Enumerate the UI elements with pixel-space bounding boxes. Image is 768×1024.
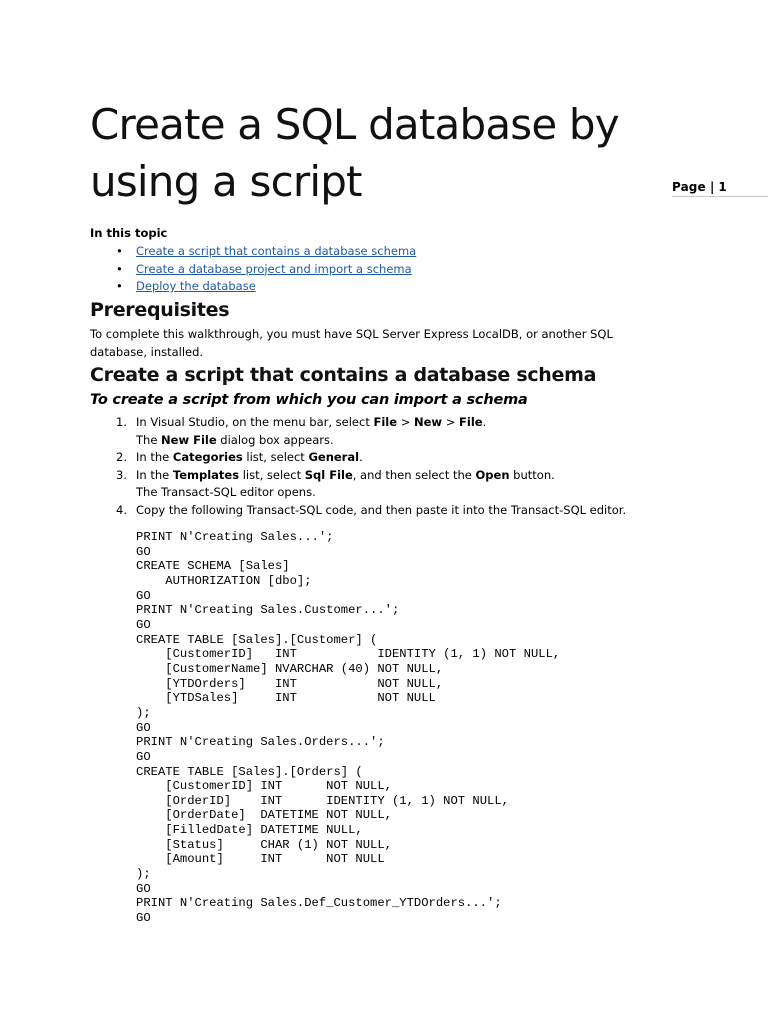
steps-list <box>90 414 690 519</box>
step-text: > <box>442 415 460 429</box>
bold-term: New File <box>161 432 217 447</box>
bullet-icon: • <box>116 261 123 276</box>
step-text: . <box>482 415 487 429</box>
list-item <box>90 243 416 261</box>
bold-term: Templates <box>172 467 240 482</box>
step-item <box>90 467 690 502</box>
list-item <box>90 278 416 296</box>
step-line <box>136 502 690 520</box>
bullet-icon: • <box>116 244 123 258</box>
bold-term: Categories <box>172 450 243 464</box>
page-number-value: 1 <box>718 180 727 194</box>
step-text: In the <box>136 450 173 464</box>
bold-term: New <box>414 415 443 429</box>
step-number: 3. <box>116 467 127 482</box>
toc-link-deploy[interactable]: Deploy the database <box>136 279 256 293</box>
topic-list <box>90 243 416 296</box>
bold-term: General <box>308 450 360 464</box>
step-text: In Visual Studio, on the menu bar, select <box>136 415 374 429</box>
toc-link-create-script[interactable]: Create a script that contains a database schema <box>136 244 417 258</box>
bold-term: Sql File <box>304 467 353 482</box>
step-text: , and then select the <box>352 467 476 482</box>
page-title: Create a SQL database by using a script <box>90 100 619 206</box>
step-text: In the <box>136 467 173 482</box>
step-text: list, select <box>239 467 305 482</box>
step-number: 1. <box>116 415 127 429</box>
bold-term: File <box>373 415 398 429</box>
step-text: > <box>397 415 414 429</box>
prerequisites-text: To complete this walkthrough, you must have SQL Server Express LocalDB, or another SQL database, installed. <box>90 327 613 359</box>
step-note <box>136 432 690 450</box>
bullet-icon: • <box>116 279 123 293</box>
step-text: Copy the following Transact-SQL code, and then paste it into the Transact-SQL editor. <box>136 502 627 517</box>
step-line <box>136 414 690 432</box>
step-number: 4. <box>116 502 127 517</box>
bold-term: File <box>459 415 483 429</box>
step-line <box>136 467 690 485</box>
procedure-heading: To create a script from which you can import a schema <box>90 392 528 408</box>
step-note <box>136 484 690 502</box>
step-text: dialog box appears. <box>216 432 334 447</box>
step-text: . <box>359 450 363 464</box>
section-heading: Create a script that contains a database schema <box>90 364 597 386</box>
in-this-topic-label: In this topic <box>90 226 168 240</box>
prerequisites-heading: Prerequisites <box>90 299 230 321</box>
step-line <box>136 449 690 467</box>
page-number <box>672 180 768 197</box>
step-item <box>90 502 690 520</box>
step-text: The Transact-SQL editor opens. <box>136 485 316 499</box>
step-item <box>90 449 690 467</box>
list-item <box>90 261 416 279</box>
step-item <box>90 414 690 449</box>
code-block: PRINT N'Creating Sales...'; GO CREATE SCHEMA [Sales] AUTHORIZATION [dbo]; GO PRINT N'Creating Sales.Customer...'; GO CREATE TABLE [Sales].[Customer] ( [CustomerID] INT IDENTITY (1, 1) NOT NULL, [CustomerName] NVARCHAR (40) NOT NULL, [YTDOrders] INT NOT NULL, [YTDSales] INT NOT NULL ); GO PRINT N'Creating Sales.Orders...'; GO CREATE TABLE [Sales].[Orders] ( [CustomerID] INT NOT NULL, [OrderID] INT IDENTITY (1, 1) NOT NULL, [OrderDate] DATETIME NOT NULL, [FilledDate] DATETIME NULL, [Status] CHAR (1) NOT NULL, [Amount] INT NOT NULL ); GO PRINT N'Creating Sales.Def_Customer_YTDOrders...'; GO <box>136 530 561 926</box>
step-text: button. <box>509 467 555 482</box>
step-number: 2. <box>116 450 127 464</box>
step-text: list, select <box>242 450 309 464</box>
bold-term: Open <box>475 467 510 482</box>
toc-link-create-project[interactable]: Create a database project and import a schema <box>136 261 412 276</box>
step-text: The <box>136 432 162 447</box>
page-label: Page | <box>672 180 715 194</box>
